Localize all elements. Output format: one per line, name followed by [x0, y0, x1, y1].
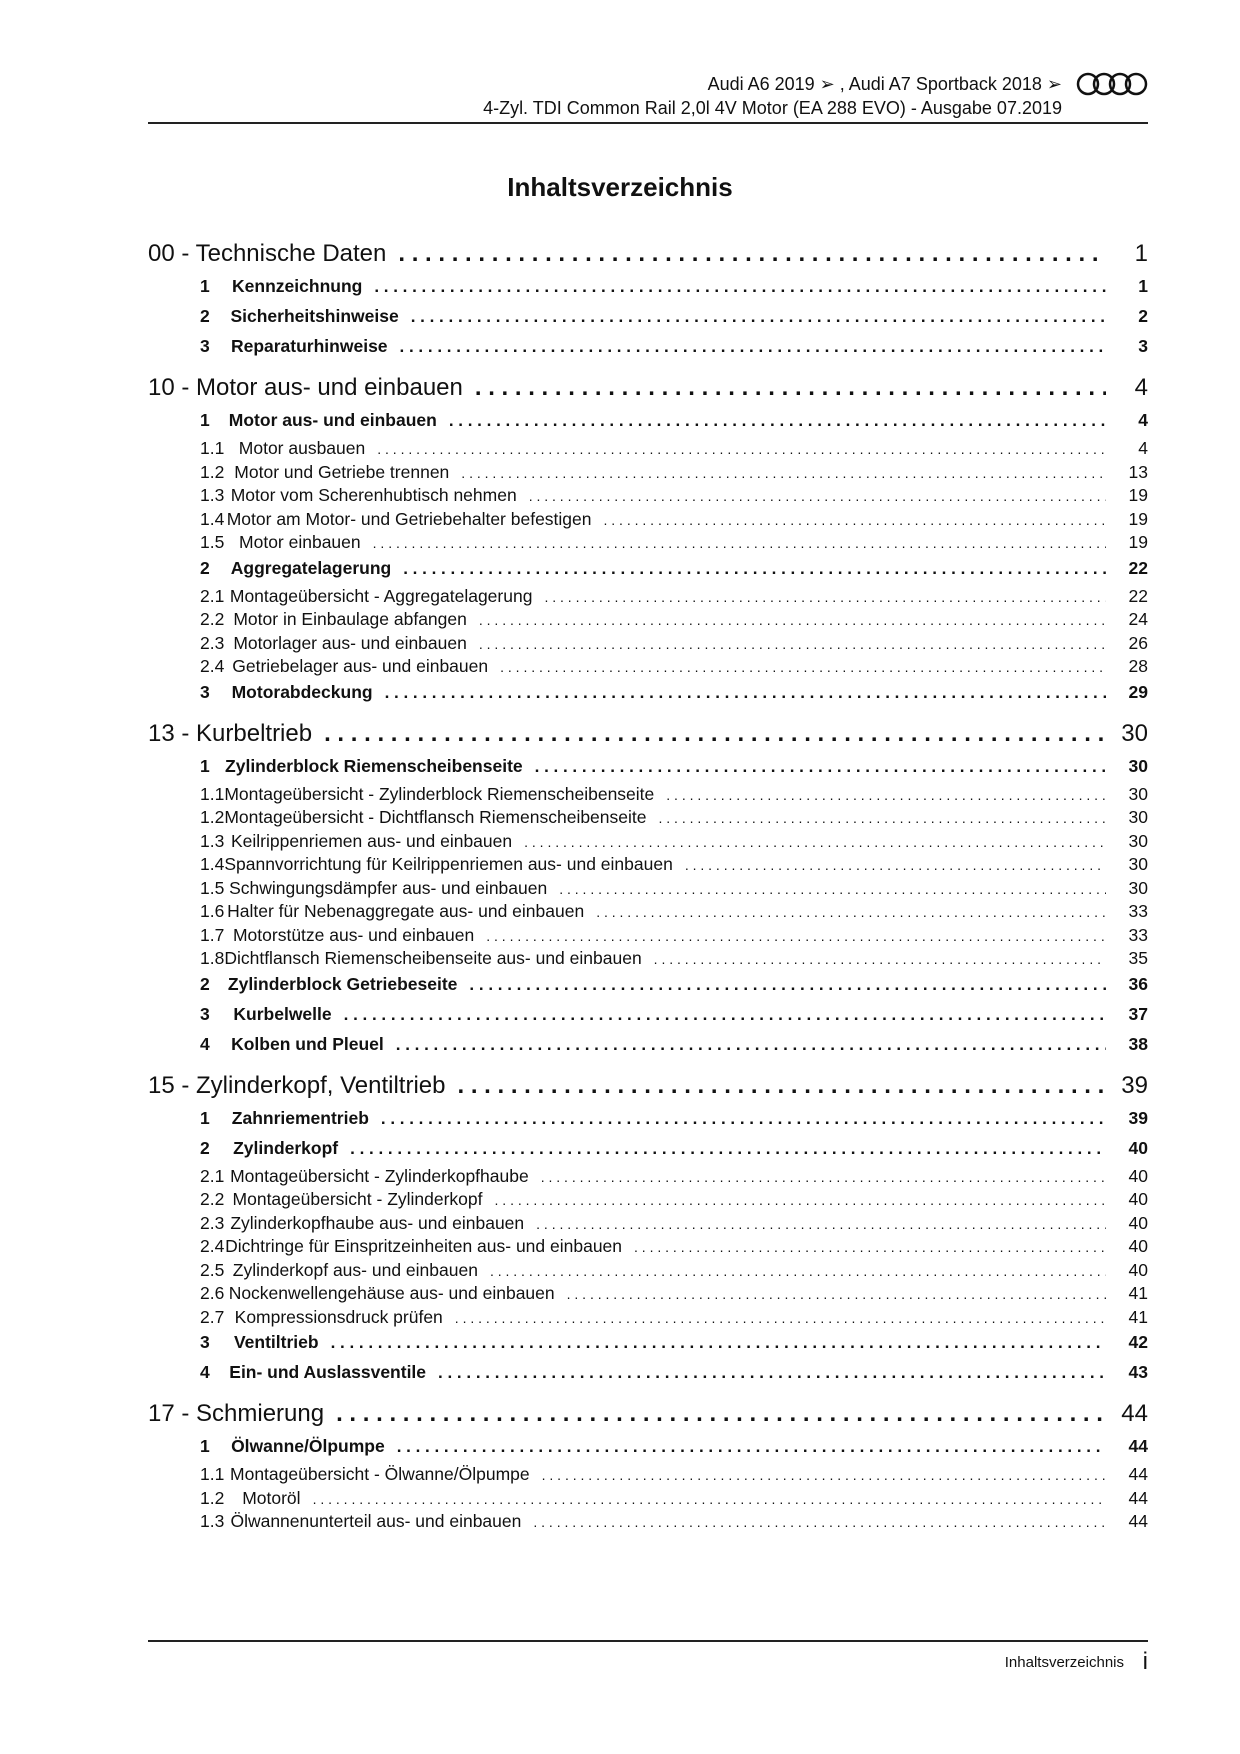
toc-entry[interactable] [148, 1108, 1148, 1136]
toc-entry-number: 1.2 [200, 461, 225, 482]
dot-leader [475, 374, 1106, 402]
toc-entry-page: 33 [1128, 924, 1148, 945]
toc-entry-page: 4 [1134, 374, 1148, 401]
dot-leader [536, 1216, 1106, 1232]
toc-entry-title: Montageübersicht - Dichtflansch Riemenscheibenseite [224, 807, 647, 827]
toc-entry-title: Getriebelager aus- und einbauen [232, 656, 489, 676]
footer-section-title: Inhaltsverzeichnis [1004, 1654, 1124, 1671]
toc-entry-page: 22 [1128, 557, 1148, 578]
toc-entry-title: Motorabdeckung [231, 681, 373, 702]
toc-entry-title: Schwingungsdämpfer aus- und einbauen [229, 877, 548, 898]
toc-entry-page: 44 [1128, 1464, 1148, 1484]
toc-entry[interactable] [148, 656, 1148, 680]
toc-entry-number: 1.1 [200, 783, 225, 804]
toc-entry-number: 1.4 [200, 508, 225, 529]
dot-leader [479, 612, 1106, 628]
toc-entry-number: 1.5 [200, 532, 225, 552]
header-engine-line: 4-Zyl. TDI Common Rail 2,0l 4V Motor (EA 288 EVO) - Ausgabe 07.2019 [483, 98, 1062, 118]
dot-leader [524, 834, 1106, 850]
toc-entry-number: 1 [200, 410, 210, 430]
toc-entry-number: 2 [200, 973, 210, 994]
dot-leader [479, 636, 1106, 652]
toc-entry-number: 1.2 [200, 1487, 225, 1508]
toc-entry[interactable] [148, 609, 1148, 633]
toc-entry-title: Motor einbauen [239, 532, 361, 552]
toc-entry-title: Nockenwellengehäuse aus- und einbauen [228, 1283, 555, 1303]
toc-entry[interactable] [148, 1283, 1148, 1307]
toc-entry-title: Kurbelwelle [233, 1003, 332, 1024]
toc-entry[interactable] [148, 1004, 1148, 1032]
toc-entry-page: 30 [1128, 854, 1148, 874]
toc-entry-title: 00 - Technische Daten [148, 240, 387, 267]
toc-entry[interactable] [148, 438, 1148, 462]
toc-entry-title: Motor und Getriebe trennen [234, 461, 450, 482]
toc-entry-page: 30 [1128, 807, 1148, 827]
toc-entry[interactable] [148, 1307, 1148, 1331]
toc-entry-title: 17 - Schmierung [148, 1400, 325, 1427]
toc-entry-title: 15 - Zylinderkopf, Ventiltrieb [148, 1071, 446, 1099]
dot-leader [411, 307, 1106, 327]
toc-entry-page: 28 [1128, 656, 1148, 676]
toc-entry-number: 1.2 [200, 807, 225, 827]
toc-entry-title: Motorlager aus- und einbauen [233, 632, 467, 653]
dot-leader [544, 589, 1106, 605]
dot-leader [486, 928, 1106, 944]
toc-entry-page: 13 [1128, 461, 1148, 482]
toc-entry[interactable] [148, 1236, 1148, 1260]
dot-leader [400, 337, 1106, 357]
dot-leader [461, 465, 1106, 481]
toc-entry-title: Halter für Nebenaggregate aus- und einbauen [227, 901, 585, 921]
toc-entry[interactable] [148, 410, 1148, 438]
page-title: Inhaltsverzeichnis [507, 172, 733, 202]
toc-entry-page: 2 [1138, 306, 1148, 326]
dot-leader [596, 904, 1106, 920]
toc-chapter[interactable] [148, 1400, 1148, 1434]
toc-entry-title: Montageübersicht - Zylinderkopf [232, 1189, 483, 1209]
toc-entry-title: Spannvorrichtung für Keilrippenriemen aus- und einbauen [224, 854, 673, 874]
toc-entry-number: 1.3 [200, 485, 225, 505]
toc-entry-title: Motor in Einbaulage abfangen [233, 609, 467, 629]
toc-entry-page: 44 [1128, 1487, 1148, 1508]
toc-entry-number: 2 [200, 306, 210, 326]
toc-entry-page: 44 [1128, 1436, 1148, 1456]
toc-entry-title: Montageübersicht - Ölwanne/Ölpumpe [230, 1464, 530, 1484]
dot-leader [381, 1109, 1106, 1129]
toc-entry-title: Motor aus- und einbauen [228, 410, 437, 430]
toc-entry[interactable] [148, 485, 1148, 509]
toc-entry-title: Montageübersicht - Zylinderkopfhaube [230, 1165, 529, 1186]
toc-entry-number: 2.3 [200, 1212, 225, 1233]
toc-entry[interactable] [148, 807, 1148, 831]
toc-entry[interactable] [148, 756, 1148, 784]
toc-entry-page: 19 [1128, 485, 1148, 505]
toc-entry-page: 30 [1128, 783, 1148, 804]
toc-entry-page: 40 [1128, 1236, 1148, 1256]
toc-entry[interactable] [148, 948, 1148, 972]
toc-entry-page: 30 [1128, 877, 1148, 898]
dot-leader [438, 1363, 1106, 1383]
toc-entry-number: 2.3 [200, 632, 225, 653]
toc-entry-number: 4 [200, 1033, 210, 1054]
dot-leader [500, 659, 1106, 675]
toc-entry-page: 30 [1128, 755, 1148, 776]
toc-entry-title: Aggregatelagerung [230, 557, 392, 578]
dot-leader [469, 975, 1106, 995]
toc-entry-number: 3 [200, 681, 210, 702]
toc-entry-title: Ventiltrieb [233, 1332, 319, 1352]
toc-entry-page: 41 [1128, 1306, 1148, 1327]
toc-entry[interactable] [148, 1138, 1148, 1166]
dot-leader [385, 683, 1106, 703]
dot-leader [685, 857, 1106, 873]
toc-entry-number: 1.1 [200, 438, 225, 458]
toc-entry-title: Ölwannenunterteil aus- und einbauen [230, 1511, 522, 1531]
toc-entry-number: 1.3 [200, 830, 225, 851]
toc-entry-page: 44 [1128, 1511, 1148, 1531]
dot-leader [604, 512, 1107, 528]
dot-leader [455, 1310, 1106, 1326]
toc-entry-page: 40 [1128, 1212, 1148, 1233]
toc-entry-page: 19 [1128, 532, 1148, 552]
toc-entry-page: 44 [1121, 1400, 1148, 1427]
toc-entry-page: 33 [1128, 901, 1148, 921]
toc-entry-number: 1.5 [200, 877, 225, 898]
toc-entry-title: Zylinderkopf [233, 1137, 339, 1158]
toc-entry[interactable] [148, 276, 1148, 304]
toc-entry[interactable] [148, 306, 1148, 334]
dot-leader [567, 1286, 1106, 1302]
toc-entry[interactable] [148, 1436, 1148, 1464]
toc-entry-page: 26 [1128, 632, 1148, 653]
toc-entry[interactable] [148, 509, 1148, 533]
toc-entry-page: 40 [1128, 1165, 1148, 1186]
toc-entry-title: Motor am Motor- und Getriebehalter befestigen [226, 508, 592, 529]
toc-entry[interactable] [148, 854, 1148, 878]
toc-entry-page: 29 [1128, 681, 1148, 702]
toc-entry[interactable] [148, 1189, 1148, 1213]
toc-entry-number: 1 [200, 755, 210, 776]
toc-entry-title: Reparaturhinweise [230, 336, 388, 356]
toc-entry[interactable] [148, 974, 1148, 1002]
dot-leader [373, 535, 1106, 551]
toc-entry-page: 38 [1128, 1033, 1148, 1054]
dot-leader [654, 951, 1106, 967]
toc-entry-page: 30 [1121, 719, 1148, 747]
toc-entry[interactable] [148, 1034, 1148, 1062]
toc-entry-number: 2.1 [200, 1165, 225, 1186]
toc-entry-page: 42 [1128, 1332, 1148, 1352]
toc-entry[interactable] [148, 1332, 1148, 1360]
toc-entry-number: 3 [200, 336, 210, 356]
toc-entry[interactable] [148, 532, 1148, 556]
toc-entry-title: Motoröl [242, 1487, 301, 1508]
toc-entry[interactable] [148, 558, 1148, 586]
dot-leader [535, 757, 1106, 777]
audi-rings-icon [1076, 72, 1148, 96]
dot-leader [331, 1333, 1106, 1353]
toc-entry-number: 1.7 [200, 924, 225, 945]
toc-entry[interactable] [148, 633, 1148, 657]
toc-entry-title: Motorstütze aus- und einbauen [232, 924, 475, 945]
toc-entry[interactable] [148, 462, 1148, 486]
header-vehicle-text: Audi A6 2019 ➢ , Audi A7 Sportback 2018 ➢ [707, 73, 1062, 94]
toc-entry-page: 1 [1138, 276, 1148, 296]
toc-entry-title: Kolben und Pleuel [231, 1033, 384, 1054]
toc-entry-number: 1.6 [200, 901, 225, 921]
toc-entry[interactable] [148, 878, 1148, 902]
toc-entry-title: 10 - Motor aus- und einbauen [148, 374, 463, 401]
toc-entry-page: 4 [1138, 410, 1148, 430]
toc-entry-title: Zylinderkopfhaube aus- und einbauen [230, 1212, 525, 1233]
page-footer [148, 1640, 1148, 1675]
toc-entry-number: 1.4 [200, 854, 225, 874]
toc-entry-page: 30 [1128, 830, 1148, 851]
toc-entry[interactable] [148, 831, 1148, 855]
dot-leader [397, 1437, 1106, 1457]
toc-entry-number: 4 [200, 1362, 210, 1382]
dot-leader [377, 441, 1106, 457]
toc-entry-number: 1.1 [200, 1464, 225, 1484]
toc-entry-page: 22 [1128, 585, 1148, 606]
toc-entry-title: Sicherheitshinweise [230, 306, 399, 326]
dot-leader [344, 1005, 1106, 1025]
toc-entry-title: Motor ausbauen [238, 438, 366, 458]
toc-entry-page: 40 [1128, 1137, 1148, 1158]
toc-entry-page: 19 [1128, 508, 1148, 529]
page-header [148, 68, 1148, 124]
toc-entry-number: 3 [200, 1332, 210, 1352]
dot-leader [542, 1467, 1106, 1483]
header-vehicle-line [708, 72, 1148, 96]
dot-leader [350, 1139, 1106, 1159]
toc-entry-title: Zahnriementrieb [231, 1107, 369, 1128]
toc-entry-title: 13 - Kurbeltrieb [148, 719, 313, 747]
toc-entry-title: Kennzeichnung [232, 276, 363, 296]
toc-entry-page: 40 [1128, 1259, 1148, 1280]
dot-leader [313, 1491, 1106, 1507]
toc-entry[interactable] [148, 1166, 1148, 1190]
toc-entry[interactable] [148, 901, 1148, 925]
footer-page-number: i [1142, 1648, 1148, 1675]
toc-entry-number: 1 [200, 276, 210, 296]
toc-entry-number: 1.3 [200, 1511, 225, 1531]
toc-chapter[interactable] [148, 1072, 1148, 1106]
dot-leader [666, 787, 1106, 803]
dot-leader [374, 277, 1106, 297]
toc-entry[interactable] [148, 1213, 1148, 1237]
toc-entry[interactable] [148, 1511, 1148, 1535]
toc-entry-title: Keilrippenriemen aus- und einbauen [230, 830, 513, 851]
toc-entry-number: 2.2 [200, 609, 225, 629]
toc-entry-title: Montageübersicht - Zylinderblock Riemenscheibenseite [224, 783, 655, 804]
toc-entry-page: 37 [1128, 1003, 1148, 1024]
toc-entry-page: 43 [1128, 1362, 1148, 1382]
dot-leader [324, 720, 1106, 748]
toc-entry-number: 2.7 [200, 1306, 225, 1327]
toc-entry-title: Motor vom Scherenhubtisch nehmen [230, 485, 517, 505]
dot-leader [336, 1400, 1106, 1428]
toc-entry-title: Zylinderblock Getriebeseite [227, 973, 458, 994]
toc-entry-number: 2.6 [200, 1283, 225, 1303]
dot-leader [403, 559, 1106, 579]
toc-entry-page: 39 [1121, 1071, 1148, 1099]
toc-entry-page: 40 [1128, 1189, 1148, 1209]
toc-entry-page: 35 [1128, 948, 1148, 968]
toc-chapter[interactable] [148, 374, 1148, 408]
dot-leader [541, 1169, 1106, 1185]
toc-entry-page: 41 [1128, 1283, 1148, 1303]
toc-entry[interactable] [148, 682, 1148, 710]
toc-entry-number: 2.2 [200, 1189, 225, 1209]
toc-entry[interactable] [148, 1488, 1148, 1512]
toc-entry-page: 39 [1128, 1107, 1148, 1128]
toc-entry-number: 3 [200, 1003, 210, 1024]
toc-chapter[interactable] [148, 720, 1148, 754]
dot-leader [634, 1239, 1106, 1255]
dot-leader [559, 881, 1106, 897]
dot-leader [449, 411, 1106, 431]
toc-entry[interactable] [148, 1362, 1148, 1390]
toc-entry-number: 1 [200, 1436, 210, 1456]
toc-entry-number: 2 [200, 557, 210, 578]
toc-entry-number: 2 [200, 1137, 210, 1158]
toc-entry-title: Zylinderblock Riemenscheibenseite [225, 755, 523, 776]
dot-leader [396, 1035, 1106, 1055]
toc-entry-title: Montageübersicht - Aggregatelagerung [229, 585, 533, 606]
toc-entry-title: Dichtringe für Einspritzeinheiten aus- und einbauen [225, 1236, 623, 1256]
toc-entry[interactable] [148, 925, 1148, 949]
toc-entry-number: 2.4 [200, 656, 225, 676]
toc-entry-number: 2.4 [200, 1236, 225, 1256]
table-of-contents [148, 240, 1148, 1535]
toc-entry-title: Dichtflansch Riemenscheibenseite aus- und einbauen [224, 948, 642, 968]
toc-entry-title: Zylinderkopf aus- und einbauen [232, 1259, 478, 1280]
toc-entry-number: 2.5 [200, 1259, 225, 1280]
toc-entry[interactable] [148, 336, 1148, 364]
dot-leader [398, 240, 1106, 268]
toc-entry[interactable] [148, 1464, 1148, 1488]
toc-entry[interactable] [148, 784, 1148, 808]
toc-entry-page: 1 [1134, 240, 1148, 267]
toc-entry-number: 1.8 [200, 948, 225, 968]
toc-entry[interactable] [148, 586, 1148, 610]
toc-entry-title: Kompressionsdruck prüfen [234, 1306, 443, 1327]
toc-entry[interactable] [148, 1260, 1148, 1284]
dot-leader [495, 1192, 1106, 1208]
toc-entry-page: 36 [1128, 973, 1148, 994]
toc-entry-page: 3 [1138, 336, 1148, 356]
dot-leader [457, 1072, 1106, 1100]
dot-leader [529, 488, 1106, 504]
dot-leader [659, 810, 1107, 826]
dot-leader [533, 1514, 1106, 1530]
toc-entry-title: Ölwanne/Ölpumpe [231, 1436, 385, 1456]
toc-entry-number: 1 [200, 1107, 210, 1128]
toc-entry-page: 4 [1138, 438, 1148, 458]
toc-entry-number: 2.1 [200, 585, 225, 606]
toc-chapter[interactable] [148, 240, 1148, 274]
dot-leader [490, 1263, 1106, 1279]
toc-entry-page: 24 [1128, 609, 1148, 629]
toc-entry-title: Ein- und Auslassventile [229, 1362, 427, 1382]
